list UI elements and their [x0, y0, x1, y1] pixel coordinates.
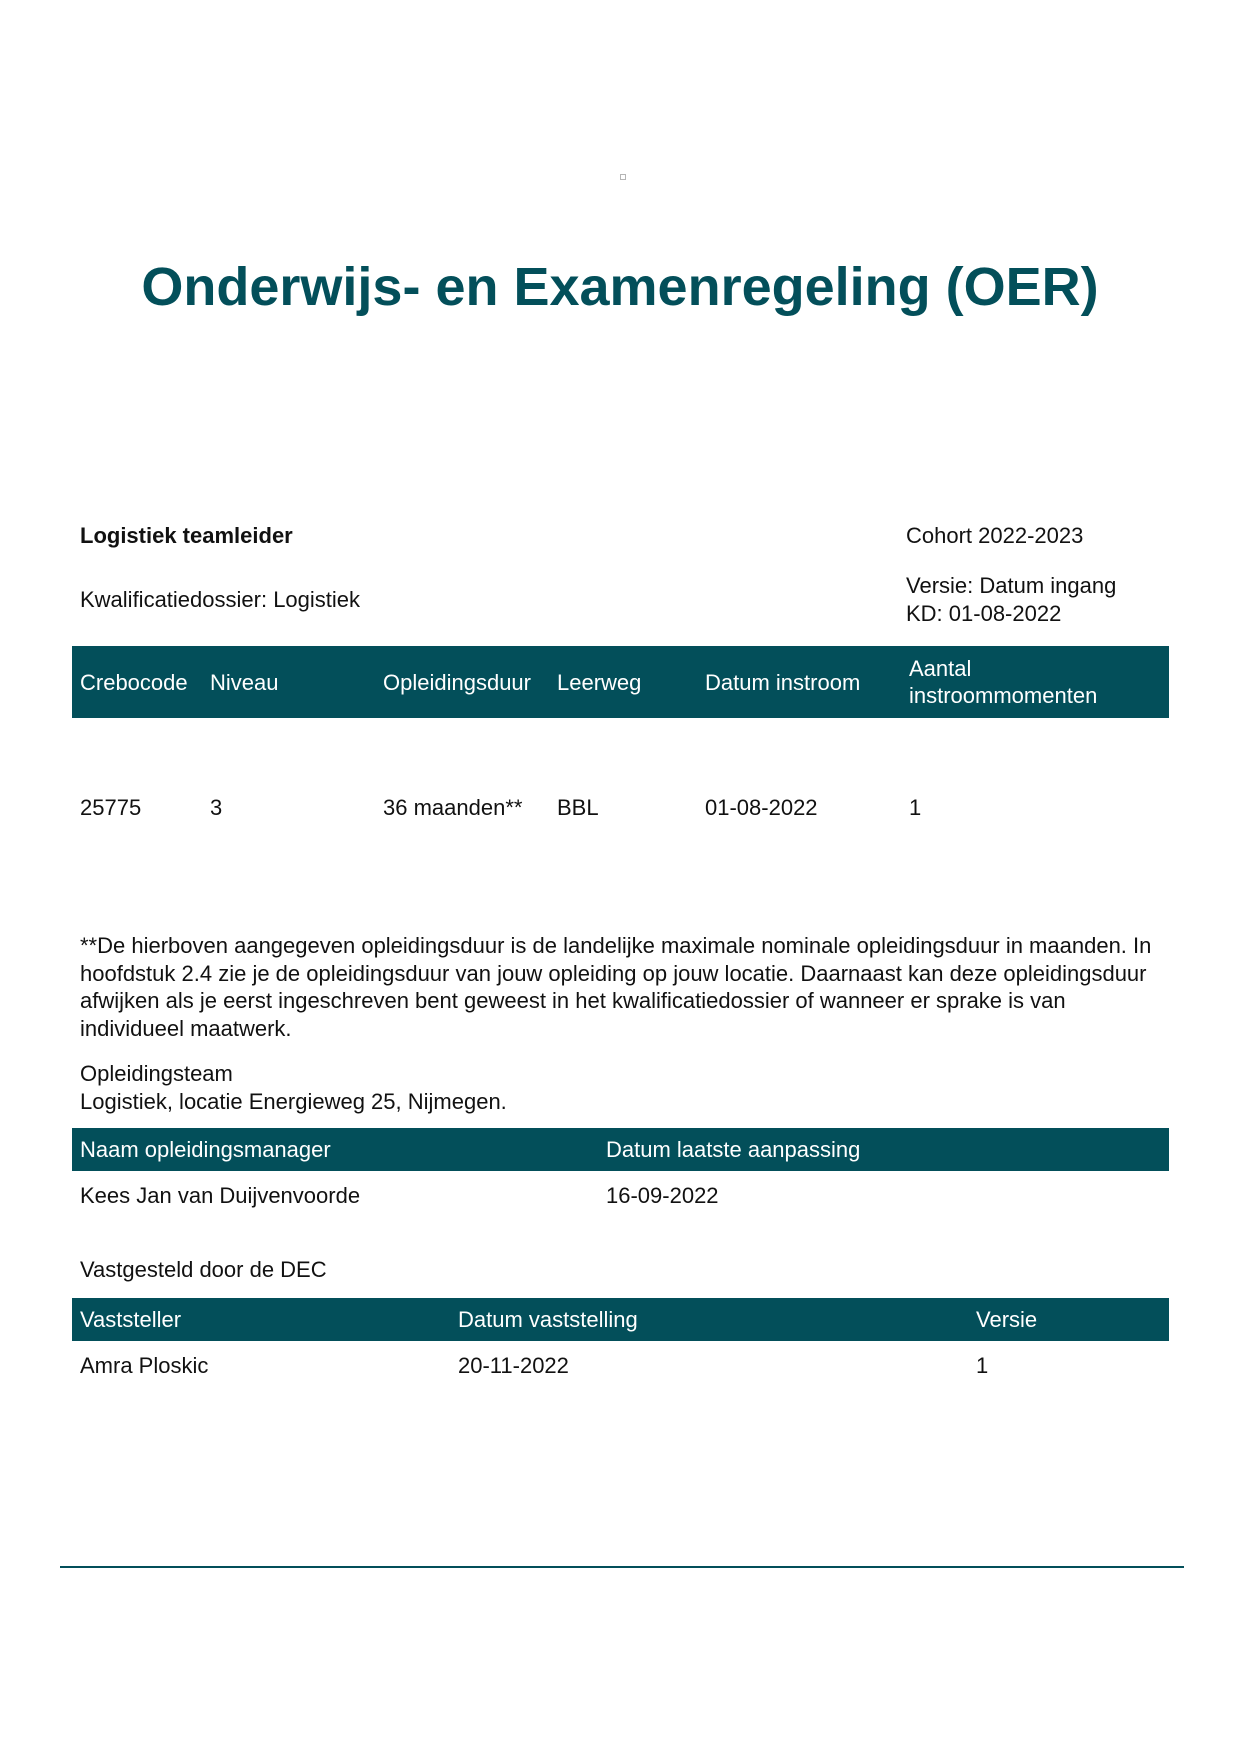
opleidingsteam	[80, 1060, 507, 1116]
cell-crebocode: 25775	[80, 795, 142, 820]
dec-heading: Vastgesteld door de DEC	[80, 1257, 327, 1282]
table-header-row	[72, 1128, 1169, 1171]
dec-table	[72, 1298, 1169, 1391]
cell-leerweg: BBL	[557, 795, 599, 820]
header-aantal-instroommomenten: Aantal instroommomenten	[901, 646, 1169, 718]
cell-vaststeller: Amra Ploskic	[80, 1353, 209, 1378]
footer-divider	[60, 1566, 1184, 1568]
header-versie: Versie	[968, 1298, 1169, 1341]
cell-datum-aanpassing: 16-09-2022	[606, 1183, 719, 1208]
cell-datum-vaststelling: 20-11-2022	[458, 1353, 569, 1378]
table-header-row	[72, 646, 1169, 718]
header-crebocode: Crebocode	[72, 646, 202, 718]
cell-opleidingsduur: 36 maanden**	[383, 795, 523, 820]
cohort-label: Cohort 2022-2023	[906, 523, 1084, 548]
cell-opleidingsmanager: Kees Jan van Duijvenvoorde	[80, 1183, 361, 1208]
page-title: Onderwijs- en Examenregeling (OER)	[141, 257, 1099, 317]
logo-placeholder-icon	[620, 174, 626, 180]
header-niveau: Niveau	[202, 646, 375, 718]
versie-line-2: KD: 01-08-2022	[906, 601, 1062, 626]
header-opleidingsduur: Opleidingsduur	[375, 646, 549, 718]
team-location: Logistiek, locatie Energieweg 25, Nijmegen.	[80, 1089, 507, 1114]
manager-table	[72, 1128, 1169, 1221]
versie-line-1: Versie: Datum ingang	[906, 573, 1117, 598]
footnote: **De hierboven aangegeven opleidingsduur is de landelijke maximale nominale opleidingsduur in maanden. In hoofdstuk 2.4 zie je de opleidingsduur van jouw opleiding op jouw locatie. Daarnaast kan deze opleidingsduur afwijken als je eerst ingeschreven bent geweest in het kwalificatiedossier of wanneer er sprake is van individueel maatwerk.	[80, 933, 1152, 1041]
cell-versie: 1	[976, 1353, 989, 1378]
kwalificatiedossier-label: Kwalificatiedossier: Logistiek	[80, 587, 361, 612]
header-leerweg: Leerweg	[549, 646, 697, 718]
table-header-row	[72, 1298, 1169, 1341]
cell-aantal-instroommomenten: 1	[909, 795, 922, 820]
cell-datum-instroom: 01-08-2022	[705, 795, 818, 820]
table-row	[72, 718, 1169, 898]
header-datum-laatste-aanpassing: Datum laatste aanpassing	[598, 1128, 1169, 1171]
cell-niveau: 3	[210, 795, 223, 820]
header-vaststeller: Vaststeller	[72, 1298, 450, 1341]
program-table	[72, 646, 1169, 898]
program-name: Logistiek teamleider	[80, 523, 293, 548]
versie-label	[906, 572, 1166, 628]
header-datum-instroom: Datum instroom	[697, 646, 901, 718]
table-row	[72, 1341, 1169, 1391]
header-naam-opleidingsmanager: Naam opleidingsmanager	[72, 1128, 598, 1171]
header-datum-vaststelling: Datum vaststelling	[450, 1298, 968, 1341]
table-row	[72, 1171, 1169, 1221]
team-heading: Opleidingsteam	[80, 1061, 233, 1086]
